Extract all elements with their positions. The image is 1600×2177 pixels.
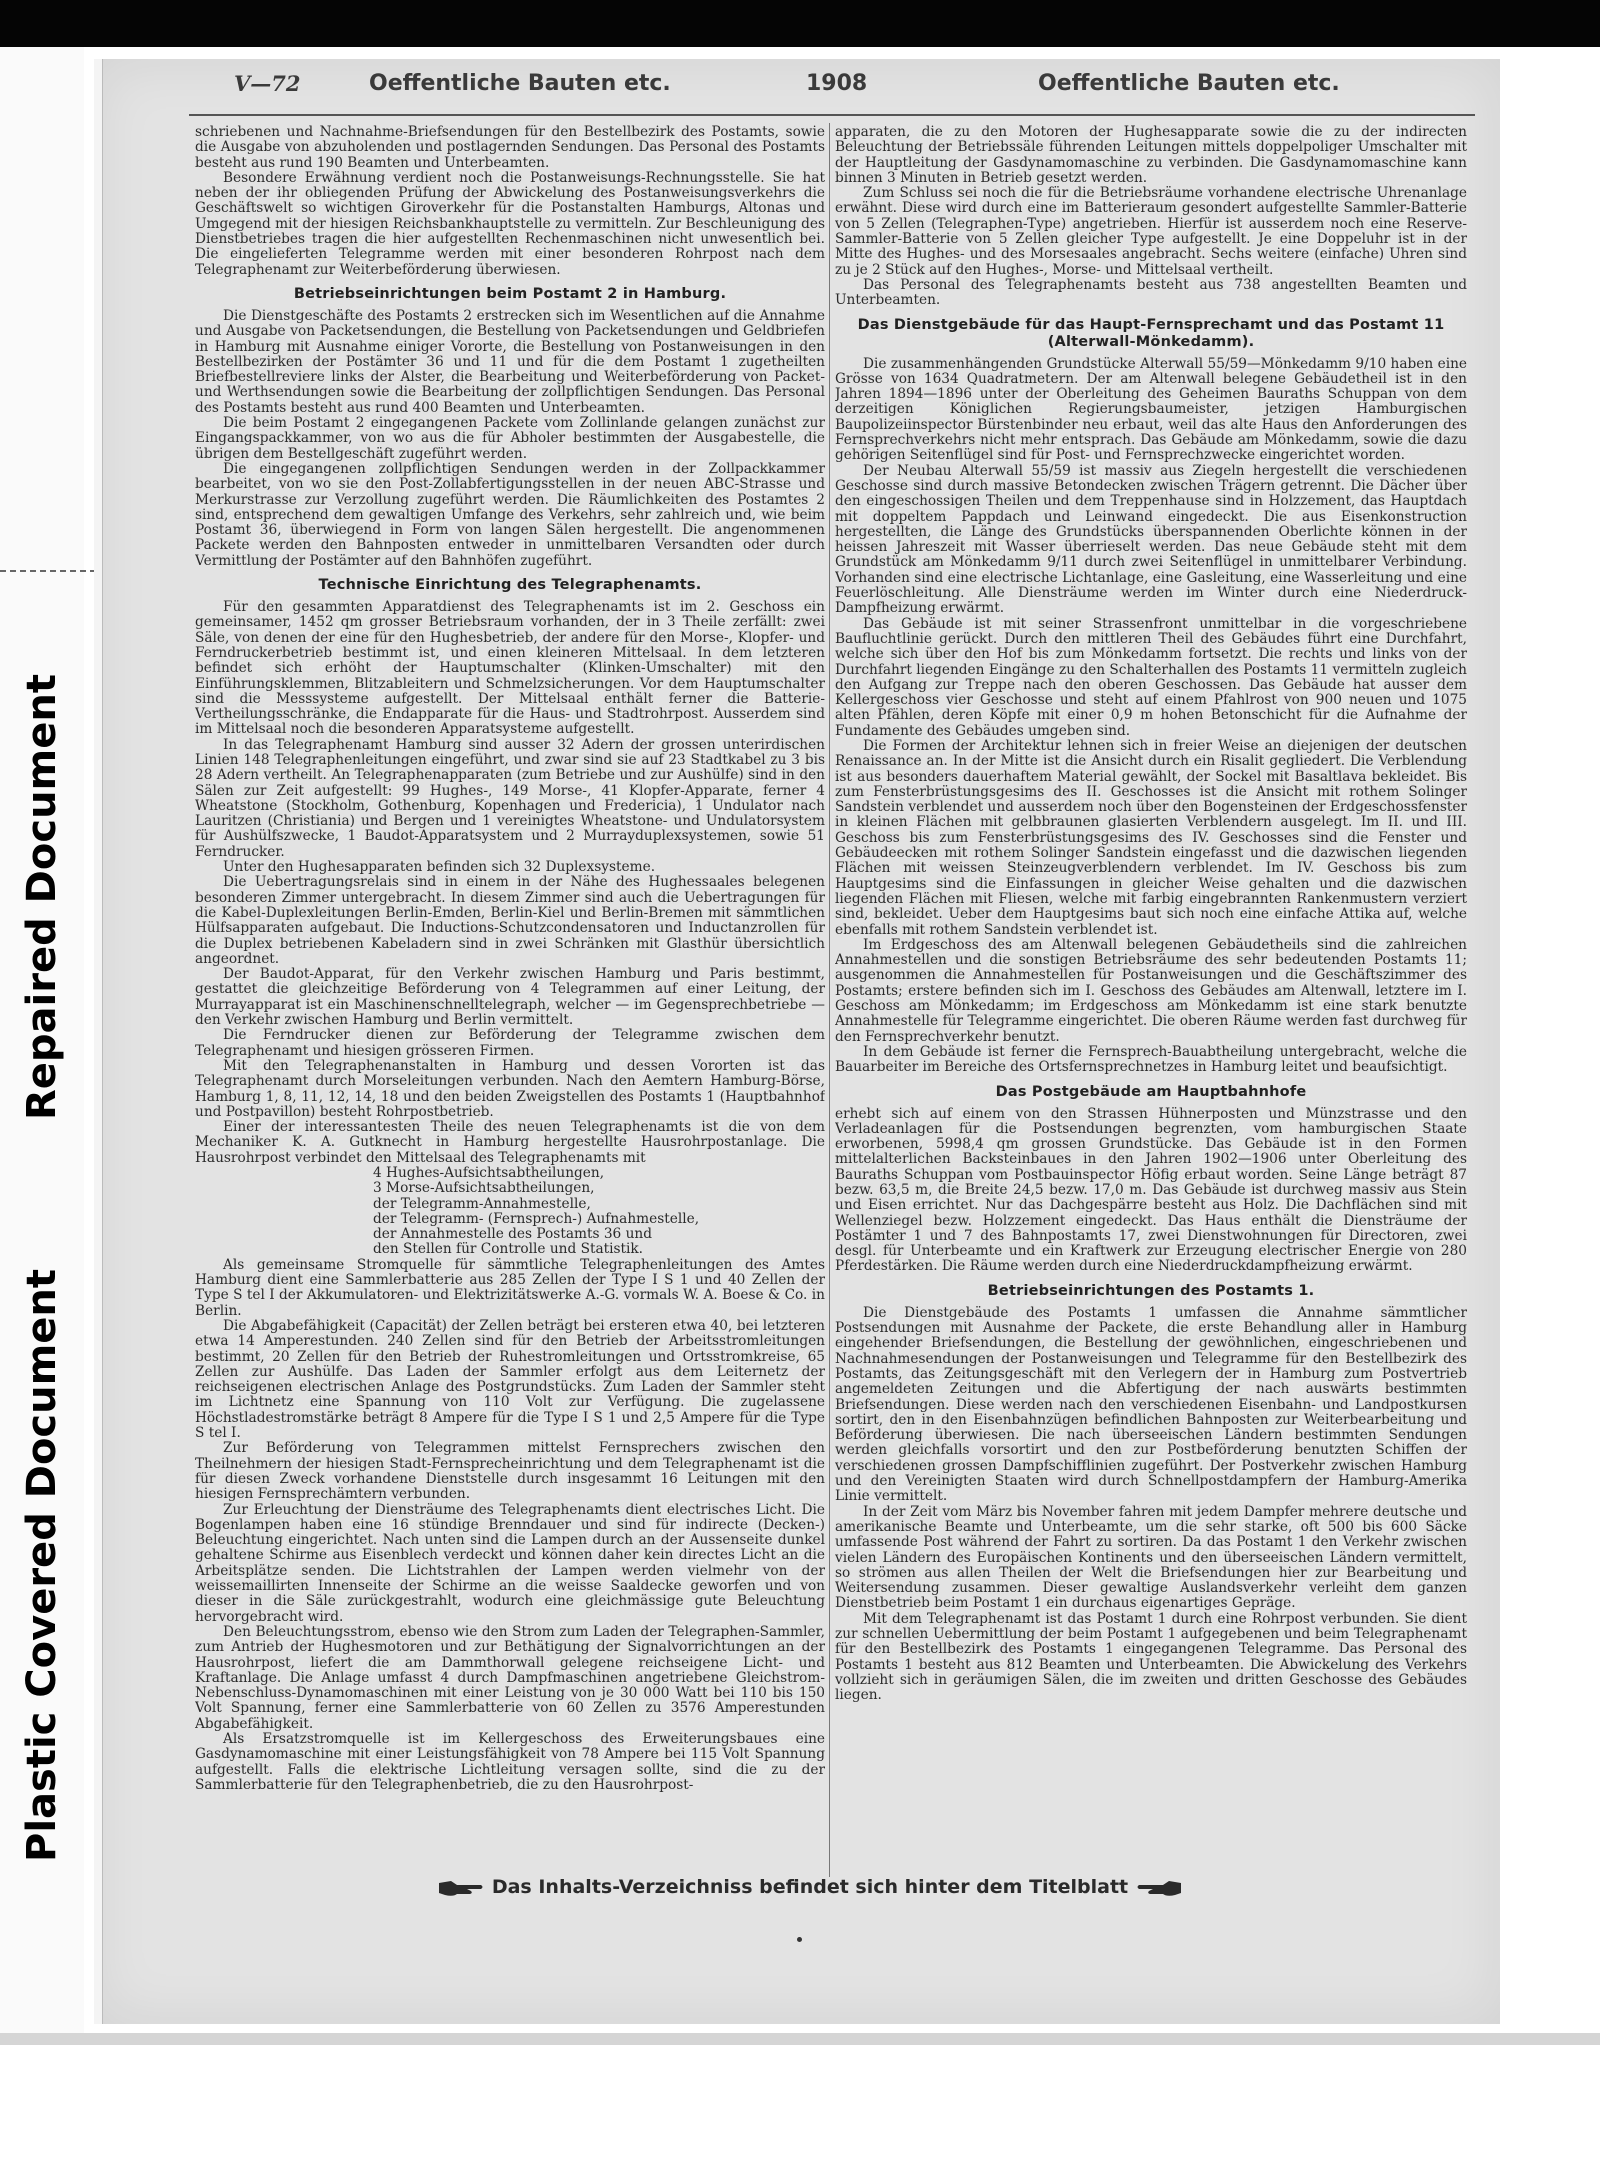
repaired-document-label: Repaired Document bbox=[19, 674, 65, 1121]
page-number: V—72 bbox=[234, 71, 301, 96]
list-item: 3 Morse-Aufsichtsabtheilungen, bbox=[373, 1180, 595, 1197]
paragraph: Das Gebäude ist mit seiner Strassenfront unmittelbar in die vorgeschriebene Baufluchtlinie gerückt. Durch den mittleren Theil des Gebäudes führt eine Durchfahrt, welche sich über den Hof bis zum Mönkedamm fortsetzt. Die rechts und links von der Durchfahrt liegenden Eingänge zu den Schalterhallen des Postamts 11 vermitteln zugleich den Aufgang zur Treppe nach den oberen Geschossen. Das Gebäude hat ausser dem Kellergeschoss vier Geschosse und steht auf einem Pfahlrost von 900 neuen und 1075 alten Pfählen, deren Köpfe mit einer 0,9 m hohen Betonschicht für die Aufnahme der Fundamente des Gebäudes umgeben sind. bbox=[835, 615, 1467, 739]
section-heading-postamt-1: Betriebseinrichtungen des Postamts 1. bbox=[987, 1282, 1315, 1299]
list-item: 4 Hughes-Aufsichtsabtheilungen, bbox=[373, 1165, 605, 1181]
paragraph: Zur Beförderung von Telegrammen mittelst Fernsprechers zwischen den Theilnehmern der hiesigen Stadt-Fernsprecheinrichtung und dem Telegraphenamt ist die für diesen Zweck vorhandene Dienststelle durch insgesammt 16 Leitungen mit den hiesigen Fernsprechämtern verbunden. bbox=[195, 1440, 825, 1503]
paragraph: Die Ferndrucker dienen zur Beförderung der Telegramme zwischen dem Telegraphenamt und hiesigen grösseren Firmen. bbox=[195, 1027, 825, 1059]
paragraph: Einer der interessantesten Theile des neuen Telegraphenamts ist die von dem Mechaniker K. A. Gutknecht in Hamburg hergestellte Hausrohrpostanlage. Die Hausrohrpost verbindet den Mittelsaal des Telegraphenamts mit bbox=[195, 1119, 825, 1166]
paragraph: Die Dienstgeschäfte des Postamts 2 erstrecken sich im Wesentlichen auf die Annahme und Ausgabe von Packetsendungen, die Bestellung von Packetsendungen und Geldbriefen in Hamburg mit Ausnahme einiger Vororte, die Bestellung von Postanweisungen in den Bestellbezirken der Postämter 36 und 11 und für die dem Postamt 1 zugetheilten Briefbestellreviere links der Alster, die Bearbeitung und Weiterbeförderung von Packet- und Werthsendungen sowie die Bearbeitung der zollpflichtigen Sendungen. Das Personal des Postamts besteht aus rund 400 Beamten und Unterbeamten. bbox=[195, 307, 825, 416]
paragraph: In dem Gebäude ist ferner die Fernsprech-Bauabtheilung untergebracht, welche die Bauarbeiter im Bereiche des Ortsfernsprechnetzes in Hamburg leitet und beaufsichtigt. bbox=[835, 1043, 1467, 1076]
paragraph: Den Beleuchtungsstrom, ebenso wie den Strom zum Laden der Telegraphen-Sammler, zum Antrieb der Hughesmotoren und zur Bethätigung der Signalvorrichtungen an der Hausrohrpost, liefert die am Dammthorwall gelegene reichseigene Licht- und Kraftanlage. Die Anlage umfasst 4 durch Dampfmaschinen angetriebene Gleichstrom-Nebenschluss-Dynamomaschinen mit einer Leistung von je 30 000 Watt bei 110 bis 150 Volt Spannung, ferner eine Sammlerbatterie von 60 Zellen zu 3576 Amperestunden Abgabefähigkeit. bbox=[195, 1623, 825, 1732]
footer-note-text: Das Inhalts-Verzeichniss befindet sich hinter dem Titelblatt bbox=[491, 1876, 1129, 1898]
paragraph: Als Ersatzstromquelle ist im Kellergeschoss des Erweiterungsbaues eine Gasdynamomaschine mit einer Leistungsfähigkeit von 78 Ampere bei 115 Volt Spannung aufgestellt. Falls die elektrische Lichtleitung versagen sollte, sind die zu der Sammlerbatterie für den Telegraphenbetrieb, die zu den Hausrohrpost- bbox=[195, 1730, 825, 1793]
section-heading-dienstgebaeude: Das Dienstgebäude für das Haupt-Fernsprechamt und das Postamt 11 (Alterwall-Mönkedamm). bbox=[857, 316, 1445, 350]
section-heading-postamt-2: Betriebseinrichtungen beim Postamt 2 in Hamburg. bbox=[293, 285, 727, 302]
paragraph: Die Dienstgebäude des Postamts 1 umfassen die Annahme sämmtlicher Postsendungen mit Ausnahme der Packete, die erste Behandlung aller in Hamburg eingehender Briefsendungen, die Bestellung der gewöhnlichen, eingeschriebenen und Nachnahmesendungen der Postanweisungen und Telegramme für den Bestellbezirk des Postamts, das Zeitungsgeschäft mit den Verlegern der in Hamburg zum Postvertrieb angemeldeten Zeitungen und die Abfertigung der nach auswärts bestimmten Briefsendungen. Diese werden nach den verschiedenen Eisenbahn- und Landpostkursen sortirt, den in den Eisenbahnzügen befindlichen Bahnposten zur Weiterbearbeitung und Beförderung überwiesen. Die nach überseeischen Ländern bestimmten Sendungen werden gleichfalls vorsortirt und den zur Postbeförderung benutzten Schiffen der verschiedenen grossen Dampfschifflinien zugeführt. Der Postverkehr zwischen Hamburg und den Vereinigten Staaten wird durch Schnellpostdampfern der Hamburg-Amerika Linie vermittelt. bbox=[835, 1304, 1467, 1505]
list-item: der Telegramm-Annahmestelle, bbox=[373, 1195, 591, 1212]
paragraph: Im Erdgeschoss des am Altenwall belegenen Gebäudetheils sind die zahlreichen Annahmestellen und die sonstigen Betriebsräume des sehr bedeutenden Postamts 11; ausgenommen die Annahmestellen für Postanweisungen und die Geschäftszimmer des Postamts; erstere befinden sich im I. Geschoss des Gebäudes am Altenwall, letztere im I. Geschoss am Mönkedamm; im Erdgeschoss am Mönkedamm ist eine stark benutzte Annahmestelle für Telegramme eingerichtet. Die oberen Räume werden fast durchweg für den Fernsprechverkehr benutzt. bbox=[835, 936, 1467, 1045]
paragraph: Die beim Postamt 2 eingegangenen Packete vom Zollinlande gelangen zunächst zur Eingangspackkammer, von wo aus die für Abholer bestimmten der Ausgabestelle, die übrigen dem Bestellgeschäft zugeführt werden. bbox=[195, 415, 825, 462]
paragraph: Die Uebertragungsrelais sind in einem in der Nähe des Hughessaales belegenen besonderen Zimmer untergebracht. In diesem Zimmer sind auch die Uebertragungen für die Kabel-Duplexleitungen Berlin-Emden, Berlin-Kiel und Berlin-Bremen mit sämmtlichen Hülfsapparaten aufgebaut. Die Inductions-Schutzcondensatoren und Inductanzrollen für die Duplex betriebenen Kabeladern sind in zwei Schränken mit Glasthür übersichtlich angeordnet. bbox=[195, 874, 825, 967]
page-mark-dot bbox=[797, 1937, 802, 1942]
binding-edge bbox=[94, 59, 103, 2024]
header-rule bbox=[189, 114, 1475, 116]
plastic-covered-document-label: Plastic Covered Document bbox=[19, 1268, 65, 1862]
bottom-grey-band bbox=[0, 2033, 1600, 2045]
list-item: der Annahmestelle des Postamts 36 und bbox=[373, 1226, 652, 1243]
right-column bbox=[835, 125, 1467, 1877]
paragraph: Besondere Erwähnung verdient noch die Postanweisungs-Rechnungsstelle. Sie hat neben der ihr obliegenden Prüfung der Abwickelung des Postanweisungsverkehrs die Geschäftswelt so wichtigen Giroverkehr für die Postanstalten Hamburgs, Altonas und Umgegend mit der hiesigen Reichsbankhauptstelle zu vermitteln. Zur Beschleunigung des Dienstbetriebes tragen die hier aufgestellten Rechenmaschinen nicht unwesentlich bei. Die eingelieferten Telegramme werden mit einer besonderen Rohrpost nach dem Telegraphenamt zur Weiterbeförderung überwiesen. bbox=[195, 169, 825, 278]
running-title-left: Oeffentliche Bauten etc. bbox=[369, 71, 671, 96]
section-heading-hauptbahnhof: Das Postgebäude am Hauptbahnhofe bbox=[995, 1083, 1307, 1100]
footer-note bbox=[390, 1876, 1230, 1899]
paragraph: Unter den Hughesapparaten befinden sich 32 Duplexsysteme. bbox=[223, 859, 656, 876]
page-header bbox=[114, 67, 1480, 111]
paragraph: Mit den Telegraphenanstalten in Hamburg und dessen Vororten ist das Telegraphenamt durch Morseleitungen verbunden. Nach den Aemtern Hamburg-Börse, Hamburg 1, 8, 11, 12, 14, 18 und den beiden Zweigstellen des Postamts 1 (Hauptbahnhof und Postpavillon) besteht Rohrpostbetrieb. bbox=[195, 1057, 825, 1120]
column-divider bbox=[829, 123, 830, 1877]
paragraph: Mit dem Telegraphenamt ist das Postamt 1 durch eine Rohrpost verbunden. Sie dient zur schnellen Uebermittlung der beim Postamt 1 aufgegebenen und beim Telegraphenamt für den Bestellbezirk des Postamts 1 eingegangenen Telegramme. Das Personal des Postamts 1 besteht aus 812 Beamten und Unterbeamten. Die Abwickelung des Verkehrs vollzieht sich in geräumigen Sälen, die im zweiten und dritten Geschosse des Gebäudes liegen. bbox=[835, 1610, 1467, 1704]
paragraph: In das Telegraphenamt Hamburg sind ausser 32 Adern der grossen unterirdischen Linien 148 Telegraphenleitungen eingeführt, und zwar sind sie auf 23 Stadtkabel zu 3 bis 28 Adern vertheilt. An Telegraphenapparaten (zum Betriebe und zur Aushülfe) sind in den Sälen zur Zeit aufgestellt: 99 Hughes-, 149 Morse-, 41 Klopfer-Apparate, ferner 4 Wheatstone (Stockholm, Gothenburg, Kopenhagen und Fredericia), 1 Undulator nach Lauritzen (Christiania) und Bergen und 1 vereinigtes Wheatstone- und Undulatorsystem für Aushülfszwecke, 1 Baudot-Apparatsystem und 2 Murrayduplexsystemen, sowie 51 Ferndrucker. bbox=[195, 736, 825, 860]
paragraph: Zum Schluss sei noch die für die Betriebsräume vorhandene electrische Uhrenanlage erwähnt. Diese wird durch eine im Batterieraum gesondert aufgestellte Sammler-Batterie von 5 Zellen (Telegraphen-Type) angetrieben. Hierfür ist ausserdem noch eine Reserve-Sammler-Batterie von 5 Zellen gleicher Type aufgestellt. Je eine Doppeluhr ist in der Mitte des Hughes- und des Morsesaales angebracht. Sechs weitere (einfache) Uhren sind zu je 2 Stück auf den Hughes-, Morse- und Mittelsaal vertheilt. bbox=[835, 185, 1467, 278]
left-column bbox=[195, 125, 825, 1877]
paragraph: Die Abgabefähigkeit (Capacität) der Zellen beträgt bei ersteren etwa 40, bei letzteren etwa 14 Amperestunden. 240 Zellen sind für den Betrieb der Arbeitsstromleitungen bestimmt, 20 Zellen für den Betrieb der Ruhestromleitungen und Ortsstromkreise, 65 Zellen zur Aushülfe. Das Laden der Sammler erfolgt aus dem Leiternetz der reichseigenen electrischen Anlage des Postgrundstücks. Zum Laden der Sammler steht im Lichtnetz eine Spannung von 110 Volt zur Verfügung. Die zugelassene Höchstladestromstärke beträgt 8 Ampere für die Type I S 1 und 2,5 Ampere für die Type S tel I. bbox=[195, 1317, 825, 1442]
running-title-right: Oeffentliche Bauten etc. bbox=[1038, 71, 1340, 96]
paragraph: apparaten, die zu den Motoren der Hughesapparate sowie die zu der indirecten Beleuchtung der Betriebssäle führenden Leitungen mittels doppelpoliger Umschalter mit der Hauptleitung der Gasdynamomaschine zu verbinden. Die Gasdynamomaschine kann binnen 3 Minuten in Betrieb gesetzt werden. bbox=[835, 125, 1467, 186]
header-year: 1908 bbox=[806, 71, 868, 96]
top-black-band bbox=[0, 0, 1600, 47]
list-item: der Telegramm- (Fernsprech-) Aufnahmestelle, bbox=[373, 1210, 700, 1227]
paragraph: schriebenen und Nachnahme-Briefsendungen für den Bestellbezirk des Postamts, sowie die Ausgabe von abzuholenden und postlagernden Sendungen. Das Personal des Postamts besteht aus rund 190 Beamten und Unterbeamten. bbox=[195, 125, 825, 171]
paragraph: erhebt sich auf einem von den Strassen Hühnerposten und Münzstrasse und den Verladeanlagen für die Postsendungen begrenzten, vom hamburgischen Staate erworbenen, 5998,4 qm grossen Grundstücke. Das Gebäude ist in den Formen mittelalterlichen Backsteinbaues in den Jahren 1902—1906 unter Oberleitung des Bauraths Schuppan vom Postbauinspector Höfig erbaut worden. Seine Länge beträgt 87 bezw. 63,5 m, die Breite 24,5 bezw. 17,0 m. Das Gebäude ist durchweg massiv aus Stein und Eisen errichtet. Nur das Dachgespärre besteht aus Holz. Die Dachflächen sind mit Wellenziegel bezw. Holzzement eingedeckt. Das Haus enthält die Diensträume der Postämter 1 und 7 des Bahnpostamts 17, zwei Dienstwohnungen für Directoren, zwei desgl. für Unterbeamte und ein Kraftwerk zur Erzeugung electrischer Energie von 280 Pferdestärken. Die Räume werden durch eine Niederdruckdampfheizung erwärmt. bbox=[835, 1105, 1467, 1275]
paragraph: Als gemeinsame Stromquelle für sämmtliche Telegraphenleitungen des Amtes Hamburg dient eine Sammlerbatterie aus 285 Zellen der Type I S 1 und 40 Zellen der Type S tel I der Akkumulatoren- und Elektrizitätswerke A.-G. vormals W. A. Boese & Co. in Berlin. bbox=[195, 1256, 825, 1319]
paragraph: Die zusammenhängenden Grundstücke Alterwall 55/59—Mönkedamm 9/10 haben eine Grösse von 1634 Quadratmetern. Der am Altenwall belegene Gebäudetheil ist in den Jahren 1894—1896 unter der Oberleitung des Geheimen Bauraths Schuppan von dem derzeitigen Königlichen Regierungsbaumeister, jetzigen Hamburgischen Baupolizeiinspector Bürstenbinder neu erbaut, weil das alte Haus den Anforderungen des Fernsprechverkehrs nicht mehr entsprach. Das Gebäude am Mönkedamm, sowie die dazu gehörigen Seitenflügel sind für Post- und Fernsprechzwecke eingerichtet worden. bbox=[835, 355, 1467, 464]
paragraph: Der Neubau Alterwall 55/59 ist massiv aus Ziegeln hergestellt die verschiedenen Geschosse sind durch massive Betondecken zwischen Trägern getrennt. Die Dächer über den eingeschossigen Theilen und dem Treppenhause sind in Holzzement, das Hauptdach mit doppeltem Pappdach und Leinwand eingedeckt. Die aus Eisenkonstruction hergestellten, die Länge des Grundstücks überspannenden Oberlichte können in der heissen Jahreszeit mit Wasser überrieselt werden. Das neue Gebäude steht mit dem Grundstück am Mönkedamm 9/11 durch zwei Seitenflügel in unmittelbarer Verbindung. Vorhanden sind eine electrische Lichtanlage, eine Gasleitung, eine Wasserleitung und eine Feuerlöschleitung. Alle Diensträume werden im Winter durch eine Niederdruck-Dampfheizung erwärmt. bbox=[835, 462, 1467, 617]
paragraph: Für den gesammten Apparatdienst des Telegraphenamts ist im 2. Geschoss ein gemeinsamer, 1452 qm grosser Betriebsraum vorhanden, der in 3 Theile zerfällt: zwei Säle, von denen der eine für den Hughesbetrieb, der andere für den Morse-, Klopfer- und Ferndruckerbetrieb bestimmt ist, und einen kleineren Mittelsaal. In dem letzteren befindet sich erhöht der Hauptumschalter (Klinken-Umschalter) mit den Einführungsklemmen, Blitzableitern und Schmelzsicherungen. Vor dem Hauptumschalter sind die Messsysteme aufgestellt. Der Mittelsaal enthält ferner die Batterie-Vertheilungsschränke, die Endapparate für die Haus- und Stadtrohrpost. Ausserdem sind im Mittelsaal noch die besonderen Apparatsysteme aufgestellt. bbox=[195, 599, 825, 738]
scanned-page bbox=[94, 59, 1500, 2024]
paragraph: Zur Erleuchtung der Diensträume des Telegraphenamts dient electrisches Licht. Die Bogenlampen haben eine 16 stündige Brenndauer und sind für indirecte (Decken-) Beleuchtung eingerichtet. Nach unten sind die Lampen durch an der Aussenseite dunkel gehaltene Schirme aus Eisenblech verdeckt und können daher kein directes Licht an die Arbeitsplätze senden. Die Lichtstrahlen der Lampen werden vielmehr von der weissemaillirten Innenseite der Schirme an die weisse Saaldecke geworfen und von dieser in die Säle zurückgestrahlt, wodurch eine gleichmässige gute Beleuchtung hervorgebracht wird. bbox=[195, 1501, 825, 1625]
pointing-hand-right-icon bbox=[437, 1877, 485, 1899]
section-dashed-divider bbox=[0, 570, 96, 572]
pointing-hand-left-icon bbox=[1135, 1877, 1183, 1899]
side-panel bbox=[0, 47, 84, 2033]
paragraph: Die Formen der Architektur lehnen sich in freier Weise an diejenigen der deutschen Renaissance an. In der Mitte ist die Ansicht durch ein Risalit gegliedert. Die Verblendung ist aus besonders dauerhaftem Material gewählt, der Sockel mit Basaltlava bekleidet. Bis zum Fensterbrüstungsgesims des II. Geschosses ist die Ansicht mit rothem Solinger Sandstein verblendet und ausserdem noch über den Bogensteinen der Erdgeschossfenster in kleinen Flächen mit gelbbraunen glasierten Verblendern ausgelegt. Im II. und III. Geschoss bis zum Fensterbrüstungsgesims des IV. Geschosses sind die Fenster und Gebäudeecken mit rothem Solinger Sandstein eingefasst und die dazwischen liegenden Flächen mit weissen Steinzeugverblendern verblendet. Im IV. Geschoss bis zum Hauptgesims sind die Einfassungen in gleicher Weise gehalten und die dazwischen liegenden Flächen mit Fliesen, welche mit farbig eingebrannten Rankenmustern verziert sind, bekleidet. Ueber dem Hauptgesims baut sich noch eine einfache Attika auf, welche ebenfalls mit rothem Sandstein verblendet ist. bbox=[835, 737, 1467, 938]
paragraph: Das Personal des Telegraphenamts besteht aus 738 angestellten Beamten und Unterbeamten. bbox=[835, 276, 1467, 309]
paragraph: Der Baudot-Apparat, für den Verkehr zwischen Hamburg und Paris bestimmt, gestattet die gleichzeitige Beförderung von 4 Telegrammen auf einer Leitung, der Murrayapparat ist ein Maschinenschnelltelegraph, welcher — im Gegensprechbetriebe — den Verkehr zwischen Hamburg und Berlin vermittelt. bbox=[195, 966, 825, 1029]
hausrohrpost-list bbox=[195, 1166, 825, 1258]
section-heading-telegraphenamt: Technische Einrichtung des Telegraphenamts. bbox=[318, 577, 702, 594]
list-item: den Stellen für Controlle und Statistik. bbox=[373, 1241, 644, 1258]
paragraph: In der Zeit vom März bis November fahren mit jedem Dampfer mehrere deutsche und amerikanische Beamte und Unterbeamte, um die sehr starke, oft 500 bis 600 Säcke umfassende Post während der Fahrt zu sortiren. Da das Postamt 1 den Verkehr zwischen vielen Ländern des Europäischen Kontinents und den überseeischen Ländern vermittelt, so strömen aus allen Theilen der Welt die Briefsendungen hier zur Bearbeitung und Weitersendung zusammen. Dieser gewaltige Auslandsverkehr verleiht dem ganzen Dienstbetrieb beim Postamt 1 ein durchaus eigenartiges Gepräge. bbox=[835, 1503, 1467, 1612]
paragraph: Die eingegangenen zollpflichtigen Sendungen werden in der Zollpackkammer bearbeitet, von wo sie den Post-Zollabfertigungsstellen in der neuen ABC-Strasse und Merkurstrasse zur Verzollung zugeführt werden. Die Räumlichkeiten des Postamtes 2 sind, entsprechend dem gewaltigen Umfange des Verkehrs, sehr zahlreich und, wie beim Postamt 36, überwiegend in Form von langen Sälen hergestellt. Die angenommenen Packete werden den Bahnposten entweder in unmittelbaren Versandten oder durch Vermittlung der Postämter auf den Bahnhöfen zugeführt. bbox=[195, 460, 825, 569]
